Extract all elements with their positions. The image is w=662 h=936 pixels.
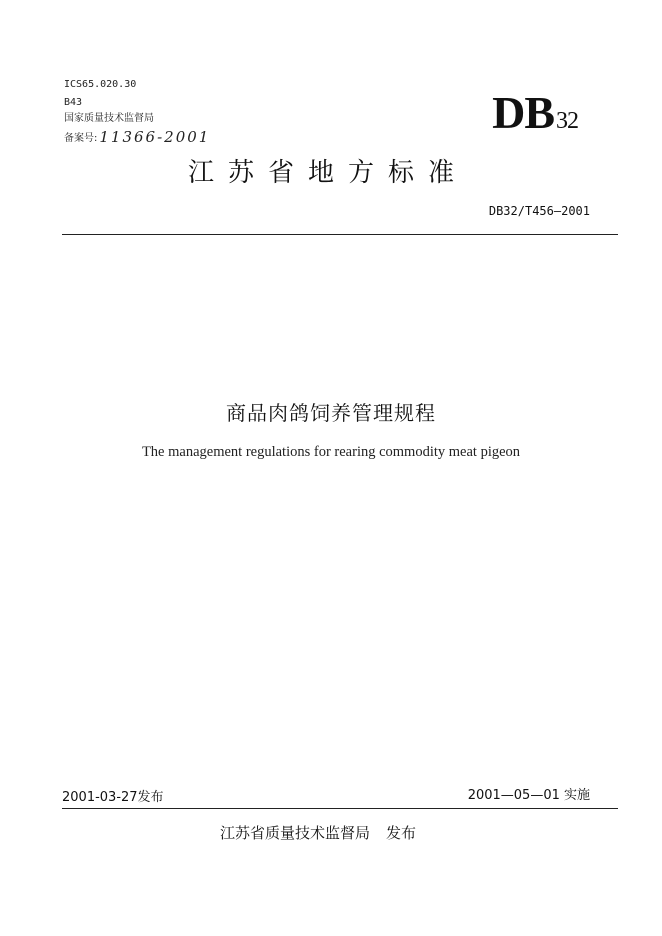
- ics-code: ICS65.020.30: [64, 79, 137, 90]
- implement-date: 2001—05—01 实施: [467, 788, 590, 803]
- issuer-action: 发布: [386, 824, 417, 842]
- issuer-line: [220, 822, 416, 843]
- classification-code: B43: [64, 97, 83, 108]
- document-title-cn: 商品肉鸽饲养管理规程: [226, 401, 436, 425]
- issuer-name: 江苏省质量技术监督局: [220, 824, 371, 842]
- agency-name: 国家质量技术监督局: [64, 113, 154, 124]
- db-logo-region: 32: [556, 108, 578, 134]
- db-logo: [492, 86, 578, 139]
- publish-date: 2001-03-27发布: [62, 790, 164, 805]
- db-logo-letters: DB: [492, 87, 554, 138]
- bottom-divider: [62, 808, 618, 809]
- standard-type: 江苏省地方标准: [188, 158, 469, 188]
- top-divider: [62, 234, 618, 235]
- filing-number: 11366-2001: [99, 128, 211, 146]
- standard-number: DB32/T456—2001: [488, 204, 590, 218]
- filing-label: 备案号:: [64, 133, 98, 144]
- filing-record: [64, 130, 210, 145]
- document-title-en: The management regulations for rearing commodity meat pigeon: [141, 444, 521, 460]
